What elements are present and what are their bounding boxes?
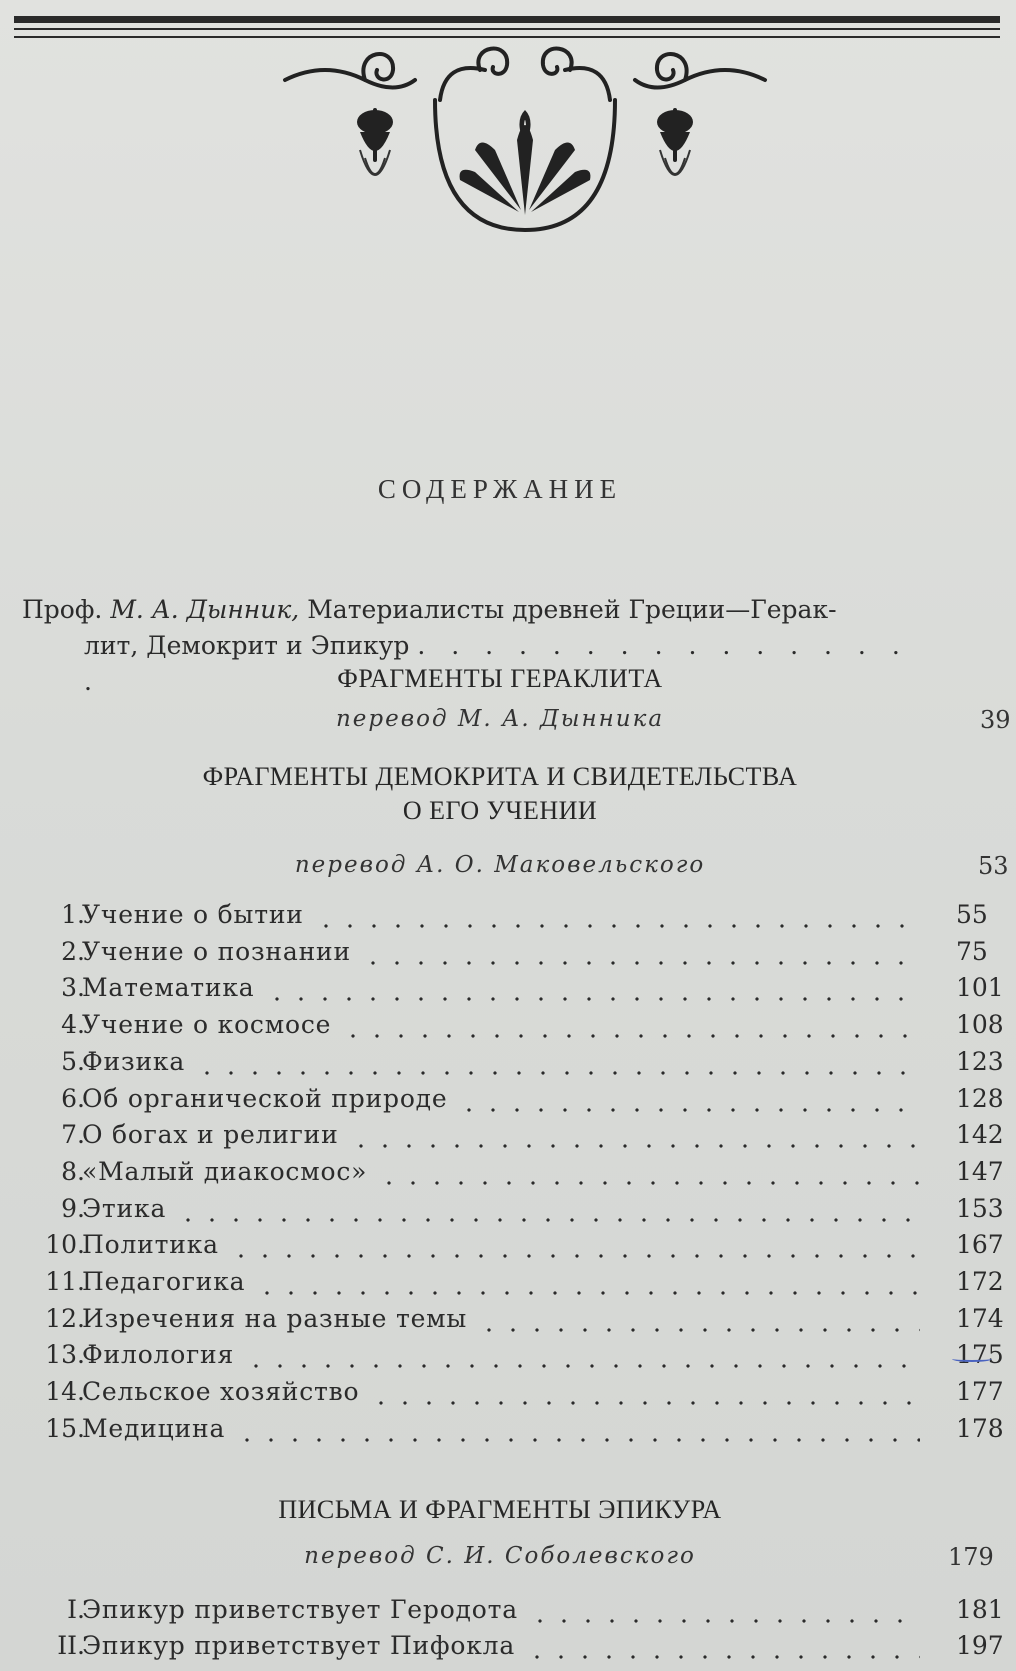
toc-row — [20, 1046, 1004, 1083]
toc-item-title: Эпикур приветствует Геродота — [82, 1595, 518, 1624]
toc-item-title: Сельское хозяйство — [82, 1377, 360, 1407]
toc-item-title: Об органической природе — [82, 1083, 448, 1113]
toc-row — [20, 1230, 1004, 1266]
header-rule-thin-2 — [14, 36, 1000, 38]
toc-item-title: О богах и религии — [82, 1120, 339, 1150]
toc-item-page: 181 — [956, 1595, 1004, 1624]
toc-item-title: Политика — [82, 1230, 219, 1260]
toc-item-title: Математика — [82, 973, 255, 1003]
toc-item-number: I. — [67, 1595, 85, 1624]
toc-row — [20, 1267, 1004, 1303]
toc-item-title: Медицина — [82, 1413, 226, 1443]
header-rule-thin — [14, 28, 1000, 30]
toc-leader-dots — [229, 1254, 920, 1258]
toc-leader-dots — [377, 1181, 920, 1185]
toc-item-number: 13. — [45, 1340, 85, 1370]
toc-leader-dots — [477, 1328, 920, 1332]
section-title-heraclitus: ФРАГМЕНТЫ ГЕРАКЛИТА — [337, 664, 663, 693]
toc-item-number: 15. — [45, 1413, 85, 1443]
toc-item-number: 3. — [61, 973, 85, 1003]
header-rule-thick — [14, 16, 1000, 23]
toc-item-page: 147 — [956, 1156, 1004, 1186]
toc-item-number: 7. — [61, 1120, 85, 1150]
toc-item-number: 6. — [61, 1083, 85, 1113]
toc-item-page: 172 — [956, 1267, 1004, 1296]
intro-title-line2: лит, Демокрит и Эпикур — [84, 631, 410, 660]
toc-item-title: Педагогика — [82, 1267, 246, 1296]
toc-item-title: Эпикур приветствует Пифокла — [82, 1631, 516, 1660]
toc-item-page: 177 — [956, 1377, 1004, 1407]
toc-item-page: 197 — [956, 1631, 1004, 1660]
toc-row — [20, 1340, 1004, 1376]
toc-row — [20, 1010, 1004, 1046]
toc-item-number: 4. — [61, 1010, 85, 1040]
toc-item-page: 175 — [956, 1340, 1004, 1370]
toc-row — [20, 1156, 1004, 1193]
toc-row — [20, 1120, 1004, 1156]
toc-row — [20, 1193, 1004, 1230]
toc-item-page: 142 — [956, 1120, 1004, 1150]
toc-leader-dots — [361, 961, 920, 965]
toc-row — [20, 1413, 1004, 1450]
toc-row — [20, 1631, 1004, 1667]
toc-item-title: Учение о познании — [82, 936, 351, 966]
section-title-democritus-line1: ФРАГМЕНТЫ ДЕМОКРИТА И СВИДЕТЕЛЬСТВА — [202, 762, 798, 791]
toc-item-number: 5. — [61, 1046, 85, 1076]
toc-item-number: 12. — [45, 1303, 85, 1333]
ornament-palmette-icon — [285, 40, 765, 240]
toc-leader-dots — [244, 1364, 920, 1368]
toc-item-page: 174 — [956, 1303, 1004, 1333]
pen-underline-mark — [952, 1356, 992, 1362]
page-number-democritus: 53 — [978, 852, 1009, 880]
toc-row — [20, 1595, 1004, 1631]
toc-item-page: 123 — [956, 1046, 1004, 1076]
toc-item-number: II. — [57, 1631, 85, 1660]
toc-leader-dots — [235, 1438, 920, 1442]
toc-row — [20, 1377, 1004, 1413]
toc-leader-dots — [525, 1655, 920, 1659]
toc-item-title: Изречения на разные темы — [82, 1303, 468, 1333]
intro-leader-dots: . . . . . . . . . . . . . . . . — [84, 631, 909, 696]
intro-title-line1: Материалисты древней Греции—Герак- — [307, 595, 837, 624]
toc-item-number: 11. — [45, 1267, 85, 1296]
toc-leader-dots — [314, 924, 920, 928]
translator-democritus: перевод А. О. Маковельского — [294, 852, 706, 878]
toc-item-page: 128 — [956, 1083, 1004, 1113]
toc-item-title: Этика — [82, 1193, 167, 1223]
translator-epicurus: перевод С. И. Соболевского — [304, 1543, 696, 1569]
toc-item-number: 8. — [61, 1156, 85, 1186]
toc-item-number: 9. — [61, 1193, 85, 1223]
toc-leader-dots — [176, 1218, 920, 1222]
toc-leader-dots — [369, 1401, 920, 1405]
toc-item-page: 101 — [956, 973, 1004, 1003]
toc-item-page: 153 — [956, 1193, 1004, 1223]
toc-row — [20, 900, 1000, 936]
page-title: СОДЕРЖАНИЕ — [377, 474, 623, 504]
toc-item-title: Учение о космосе — [82, 1010, 332, 1040]
toc-leader-dots — [349, 1144, 920, 1148]
toc-row — [20, 1083, 1004, 1120]
intro-author: М. А. Дынник, — [110, 595, 300, 624]
toc-item-title: Физика — [82, 1046, 186, 1076]
toc-item-page: 108 — [956, 1010, 1004, 1040]
toc-row — [20, 973, 1004, 1009]
toc-leader-dots — [255, 1291, 920, 1295]
toc-leader-dots — [341, 1034, 920, 1038]
toc-item-page: 167 — [956, 1230, 1004, 1260]
toc-item-number: 1. — [61, 900, 85, 929]
translator-heraclitus: перевод М. А. Дынника — [335, 706, 665, 732]
toc-item-number: 14. — [45, 1377, 85, 1407]
section-title-epicurus: ПИСЬМА И ФРАГМЕНТЫ ЭПИКУРА — [278, 1495, 722, 1524]
toc-row — [20, 1303, 1004, 1340]
toc-item-number: 10. — [45, 1230, 85, 1260]
toc-item-title: Учение о бытии — [82, 900, 304, 929]
toc-item-page: 178 — [956, 1413, 1004, 1443]
page-number-heraclitus: 39 — [980, 706, 1011, 734]
intro-prefix: Проф. — [22, 595, 103, 624]
toc-leader-dots — [195, 1071, 920, 1075]
section-title-democritus-line2: О ЕГО УЧЕНИИ — [402, 796, 598, 825]
toc-item-number: 2. — [61, 936, 85, 966]
toc-item-page: 55 — [956, 900, 988, 929]
toc-row — [20, 937, 1000, 973]
toc-item-page: 75 — [956, 936, 988, 966]
toc-item-title: Филология — [82, 1340, 235, 1370]
toc-leader-dots — [457, 1108, 920, 1112]
toc-leader-dots — [528, 1619, 920, 1623]
page-number-epicurus: 179 — [948, 1543, 994, 1571]
toc-leader-dots — [265, 997, 920, 1001]
toc-item-title: «Малый диакосмос» — [82, 1156, 368, 1186]
